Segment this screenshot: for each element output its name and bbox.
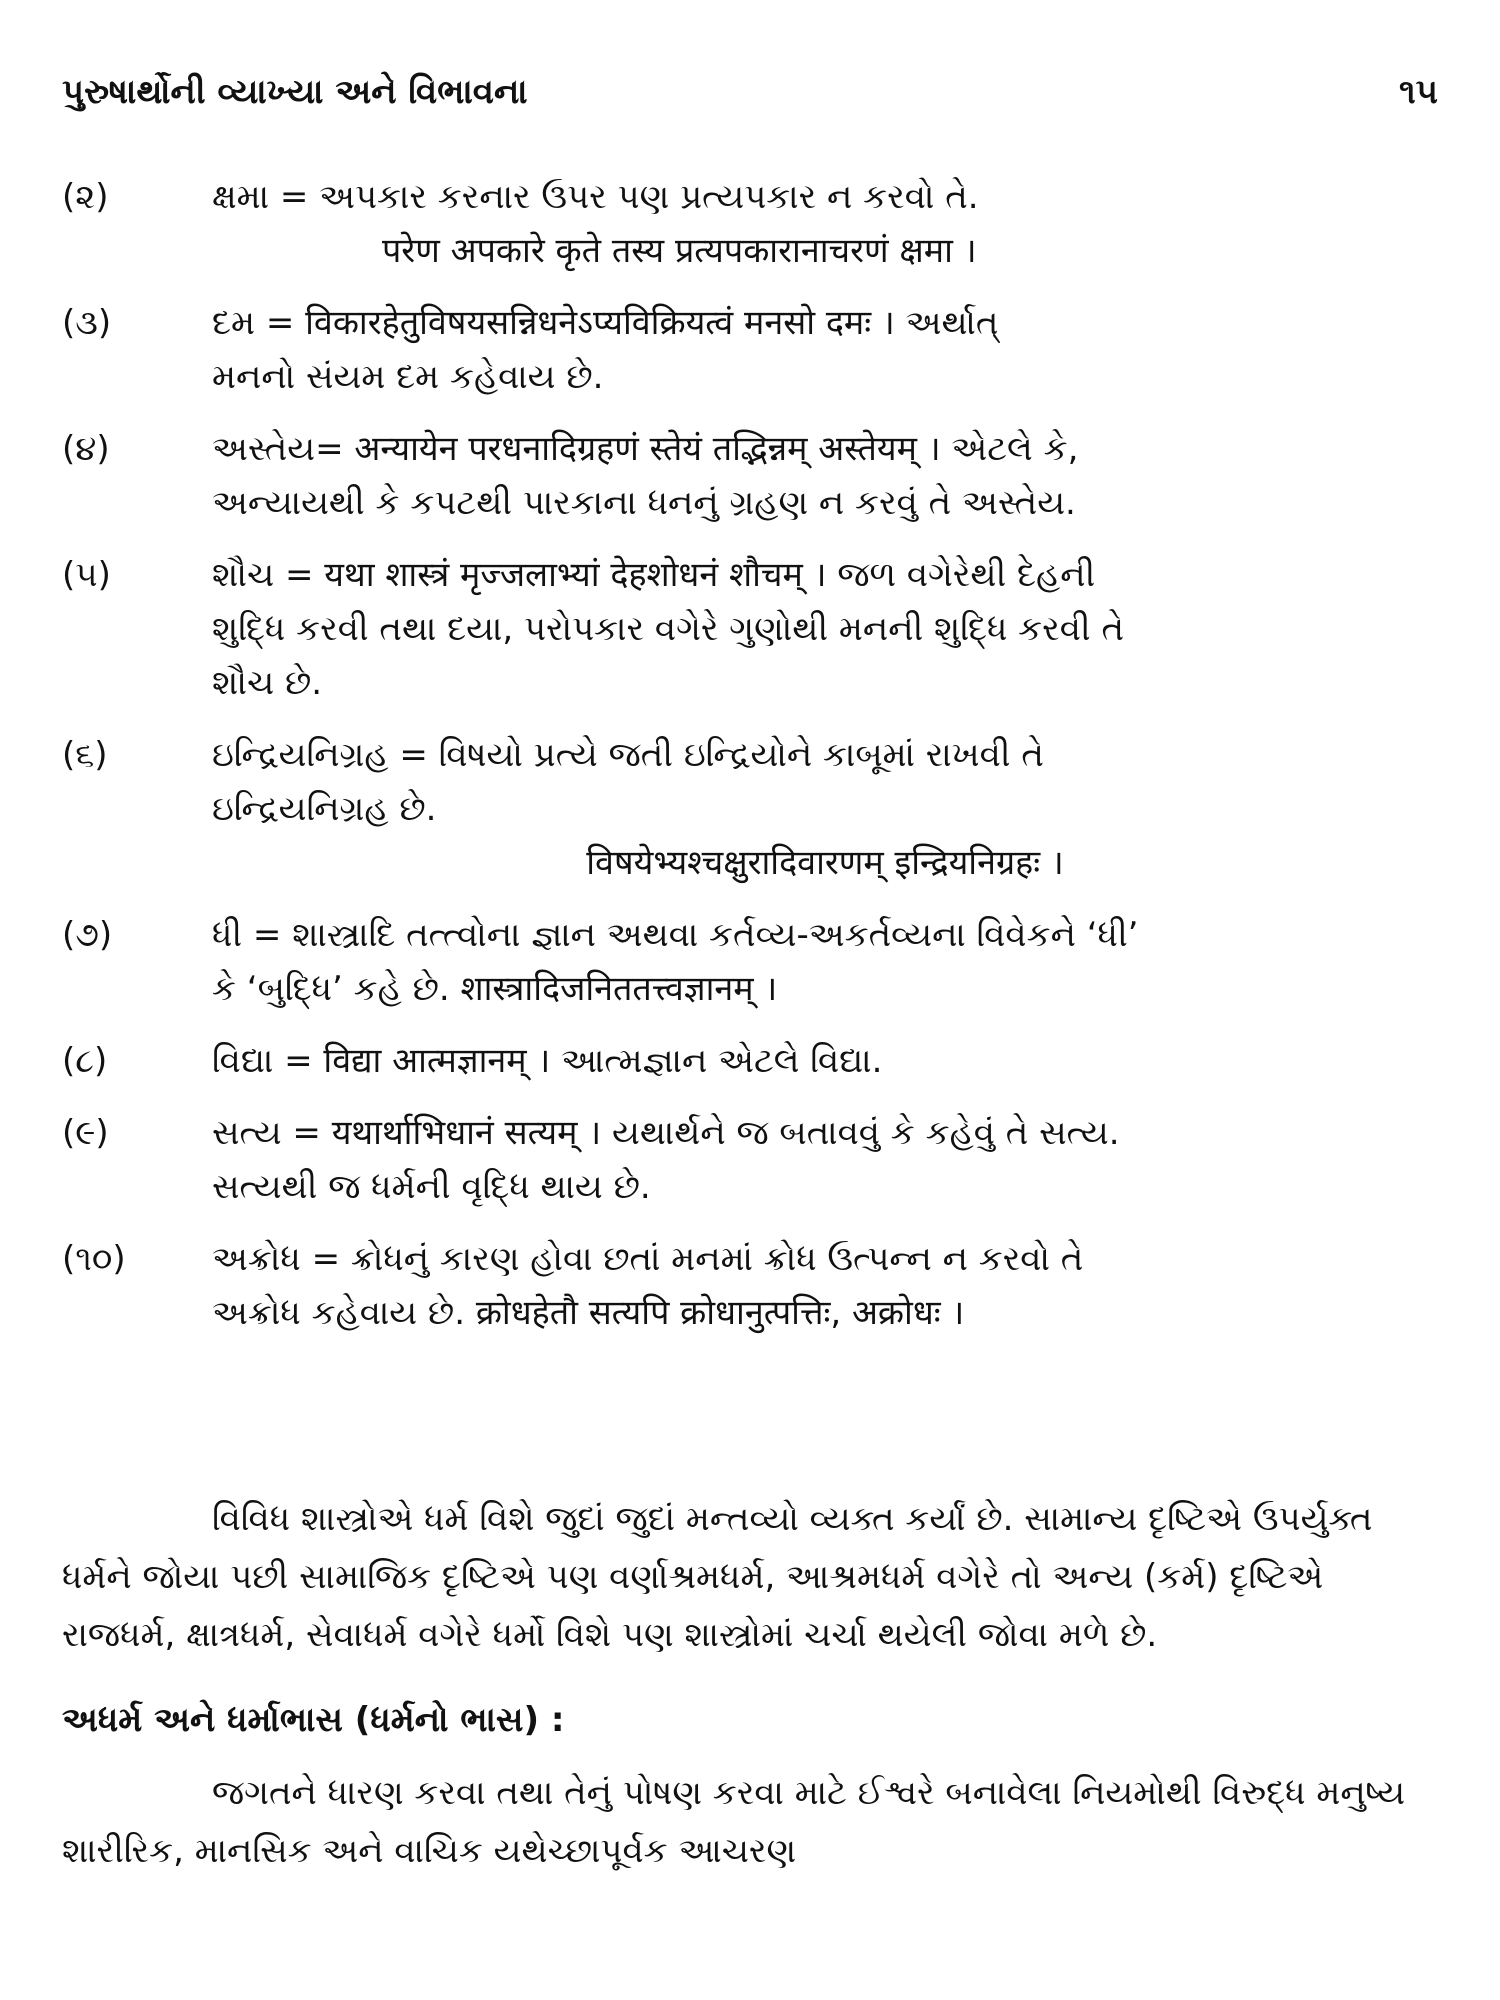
running-title: પુરુષાર્થોની વ્યાખ્યા અને વિભાવના	[62, 72, 528, 112]
item-sanskrit: परेण अपकारे कृते तस्य प्रत्यपकारानाचरणं क्षमा ।	[382, 231, 977, 271]
list-item	[62, 170, 1438, 278]
item-continuation: અક્રોધ કહેવાય છે. क्रोधहेतौ सत्यपि क्रोधानुत्पत्तिः, अक्रोधः ।	[212, 1293, 965, 1333]
item-number: (૭)	[62, 915, 113, 955]
item-number: (૧૦)	[62, 1239, 126, 1279]
list-item	[62, 1232, 1438, 1340]
list-item	[62, 908, 1438, 1016]
section-heading: અધર્મ અને ધર્માભાસ (ધર્મનો ભાસ) :	[62, 1700, 565, 1740]
item-definition: વિદ્યા = विद्या आत्मज्ञानम् । આત્મજ્ઞાન એટલે વિદ્યા.	[212, 1041, 883, 1081]
virtue-list	[62, 170, 1438, 1358]
item-number: (૪)	[62, 429, 110, 469]
item-continuation: શૌચ છે.	[212, 663, 323, 703]
item-continuation: ઇન્દ્રિયનિગ્રહ છે.	[212, 789, 437, 829]
body-paragraph: વિવિધ શાસ્ત્રોએ ધર્મ વિશે જુદાં જુદાં મન્તવ્યો વ્યક્ત કર્યાં છે. સામાન્ય દૃષ્ટિએ ઉપર્યુક્ત ધર્મને જોયા પછી સામાજિક દૃષ્ટિએ પણ વર્ણાશ્રમધર્મ, આશ્રમધર્મ વગેરે તો અન્ય (કર્મ) દૃષ્ટિએ રાજધર્મ, ક્ષાત્રધર્મ, સેવાધર્મ વગેરે ધર્મો વિશે પણ શાસ્ત્રોમાં ચર્ચા થયેલી જોવા મળે છે.	[62, 1499, 1373, 1655]
item-definition: અક્રોધ = ક્રોધનું કારણ હોવા છતાં મનમાં ક્રોધ ઉત્પન્ન ન કરવો તે	[212, 1239, 1084, 1279]
body-section	[62, 1490, 1438, 1880]
item-definition: અસ્તેય= अन्यायेन परधनादिग्रहणं स्तेयं तद्भिन्नम् अस्तेयम् । એટલે કે,	[212, 429, 1079, 469]
body-paragraph: જગતને ધારણ કરવા તથા તેનું પોષણ કરવા માટે ઈશ્વરે બનાવેલા નિયમોથી વિરુદ્ધ મનુષ્ય શારીરિક, માનસિક અને વાચિક યથેચ્છાપૂર્વક આચરણ	[62, 1773, 1406, 1871]
item-number: (૬)	[62, 735, 108, 775]
item-number: (૨)	[62, 177, 109, 217]
item-number: (૯)	[62, 1113, 109, 1153]
item-definition: ઇન્દ્રિયનિગ્રહ = વિષયો પ્રત્યે જતી ઇન્દ્રિયોને કાબૂમાં રાખવી તે	[212, 735, 1044, 775]
list-item	[62, 1106, 1438, 1214]
list-item	[62, 422, 1438, 530]
item-continuation: મનનો સંયમ દમ કહેવાય છે.	[212, 357, 604, 397]
list-item	[62, 1034, 1438, 1088]
item-definition: દમ = विकारहेतुविषयसन्निधनेऽप्यविक्रियत्वं मनसो दमः । અર્થાત્	[212, 303, 999, 343]
item-definition: શૌચ = यथा शास्त्रं मृज्जलाभ्यां देहशोधनं शौचम् । જળ વગેરેથી દેહની	[212, 555, 1096, 595]
page-header	[62, 62, 1438, 122]
item-number: (૫)	[62, 555, 111, 595]
list-item	[62, 296, 1438, 404]
item-number: (૮)	[62, 1041, 108, 1081]
item-definition: ધી = શાસ્ત્રાદિ તત્ત્વોના જ્ઞાન અથવા કર્તવ્ય-અકર્તવ્યના વિવેકને ‘ધી’	[212, 915, 1139, 955]
list-item	[62, 548, 1438, 710]
item-definition: સત્ય = यथार्थाभिधानं सत्यम् । યથાર્થને જ બતાવવું કે કહેવું તે સત્ય.	[212, 1113, 1120, 1153]
item-sanskrit: विषयेभ्यश्चक्षुरादिवारणम् इन्द्रियनिग्रहः ।	[586, 843, 1064, 883]
item-continuation: સત્યથી જ ધર્મની વૃદ્ધિ થાય છે.	[212, 1167, 651, 1207]
item-continuation: શુદ્ધિ કરવી તથા દયા, પરોપકાર વગેરે ગુણોથી મનની શુદ્ધિ કરવી તે	[212, 609, 1124, 649]
item-definition: ક્ષમા = અપકાર કરનાર ઉપર પણ પ્રત્યપકાર ન કરવો તે.	[212, 177, 979, 217]
item-continuation: કે ‘બુદ્ધિ’ કહે છે. शास्त्रादिजनिततत्त्वज्ञानम् ।	[212, 969, 778, 1009]
page-number: ૧૫	[1399, 72, 1438, 112]
item-continuation: અન્યાયથી કે કપટથી પારકાના ધનનું ગ્રહણ ન કરવું તે અસ્તેય.	[212, 483, 1076, 523]
item-number: (૩)	[62, 303, 112, 343]
list-item	[62, 728, 1438, 890]
